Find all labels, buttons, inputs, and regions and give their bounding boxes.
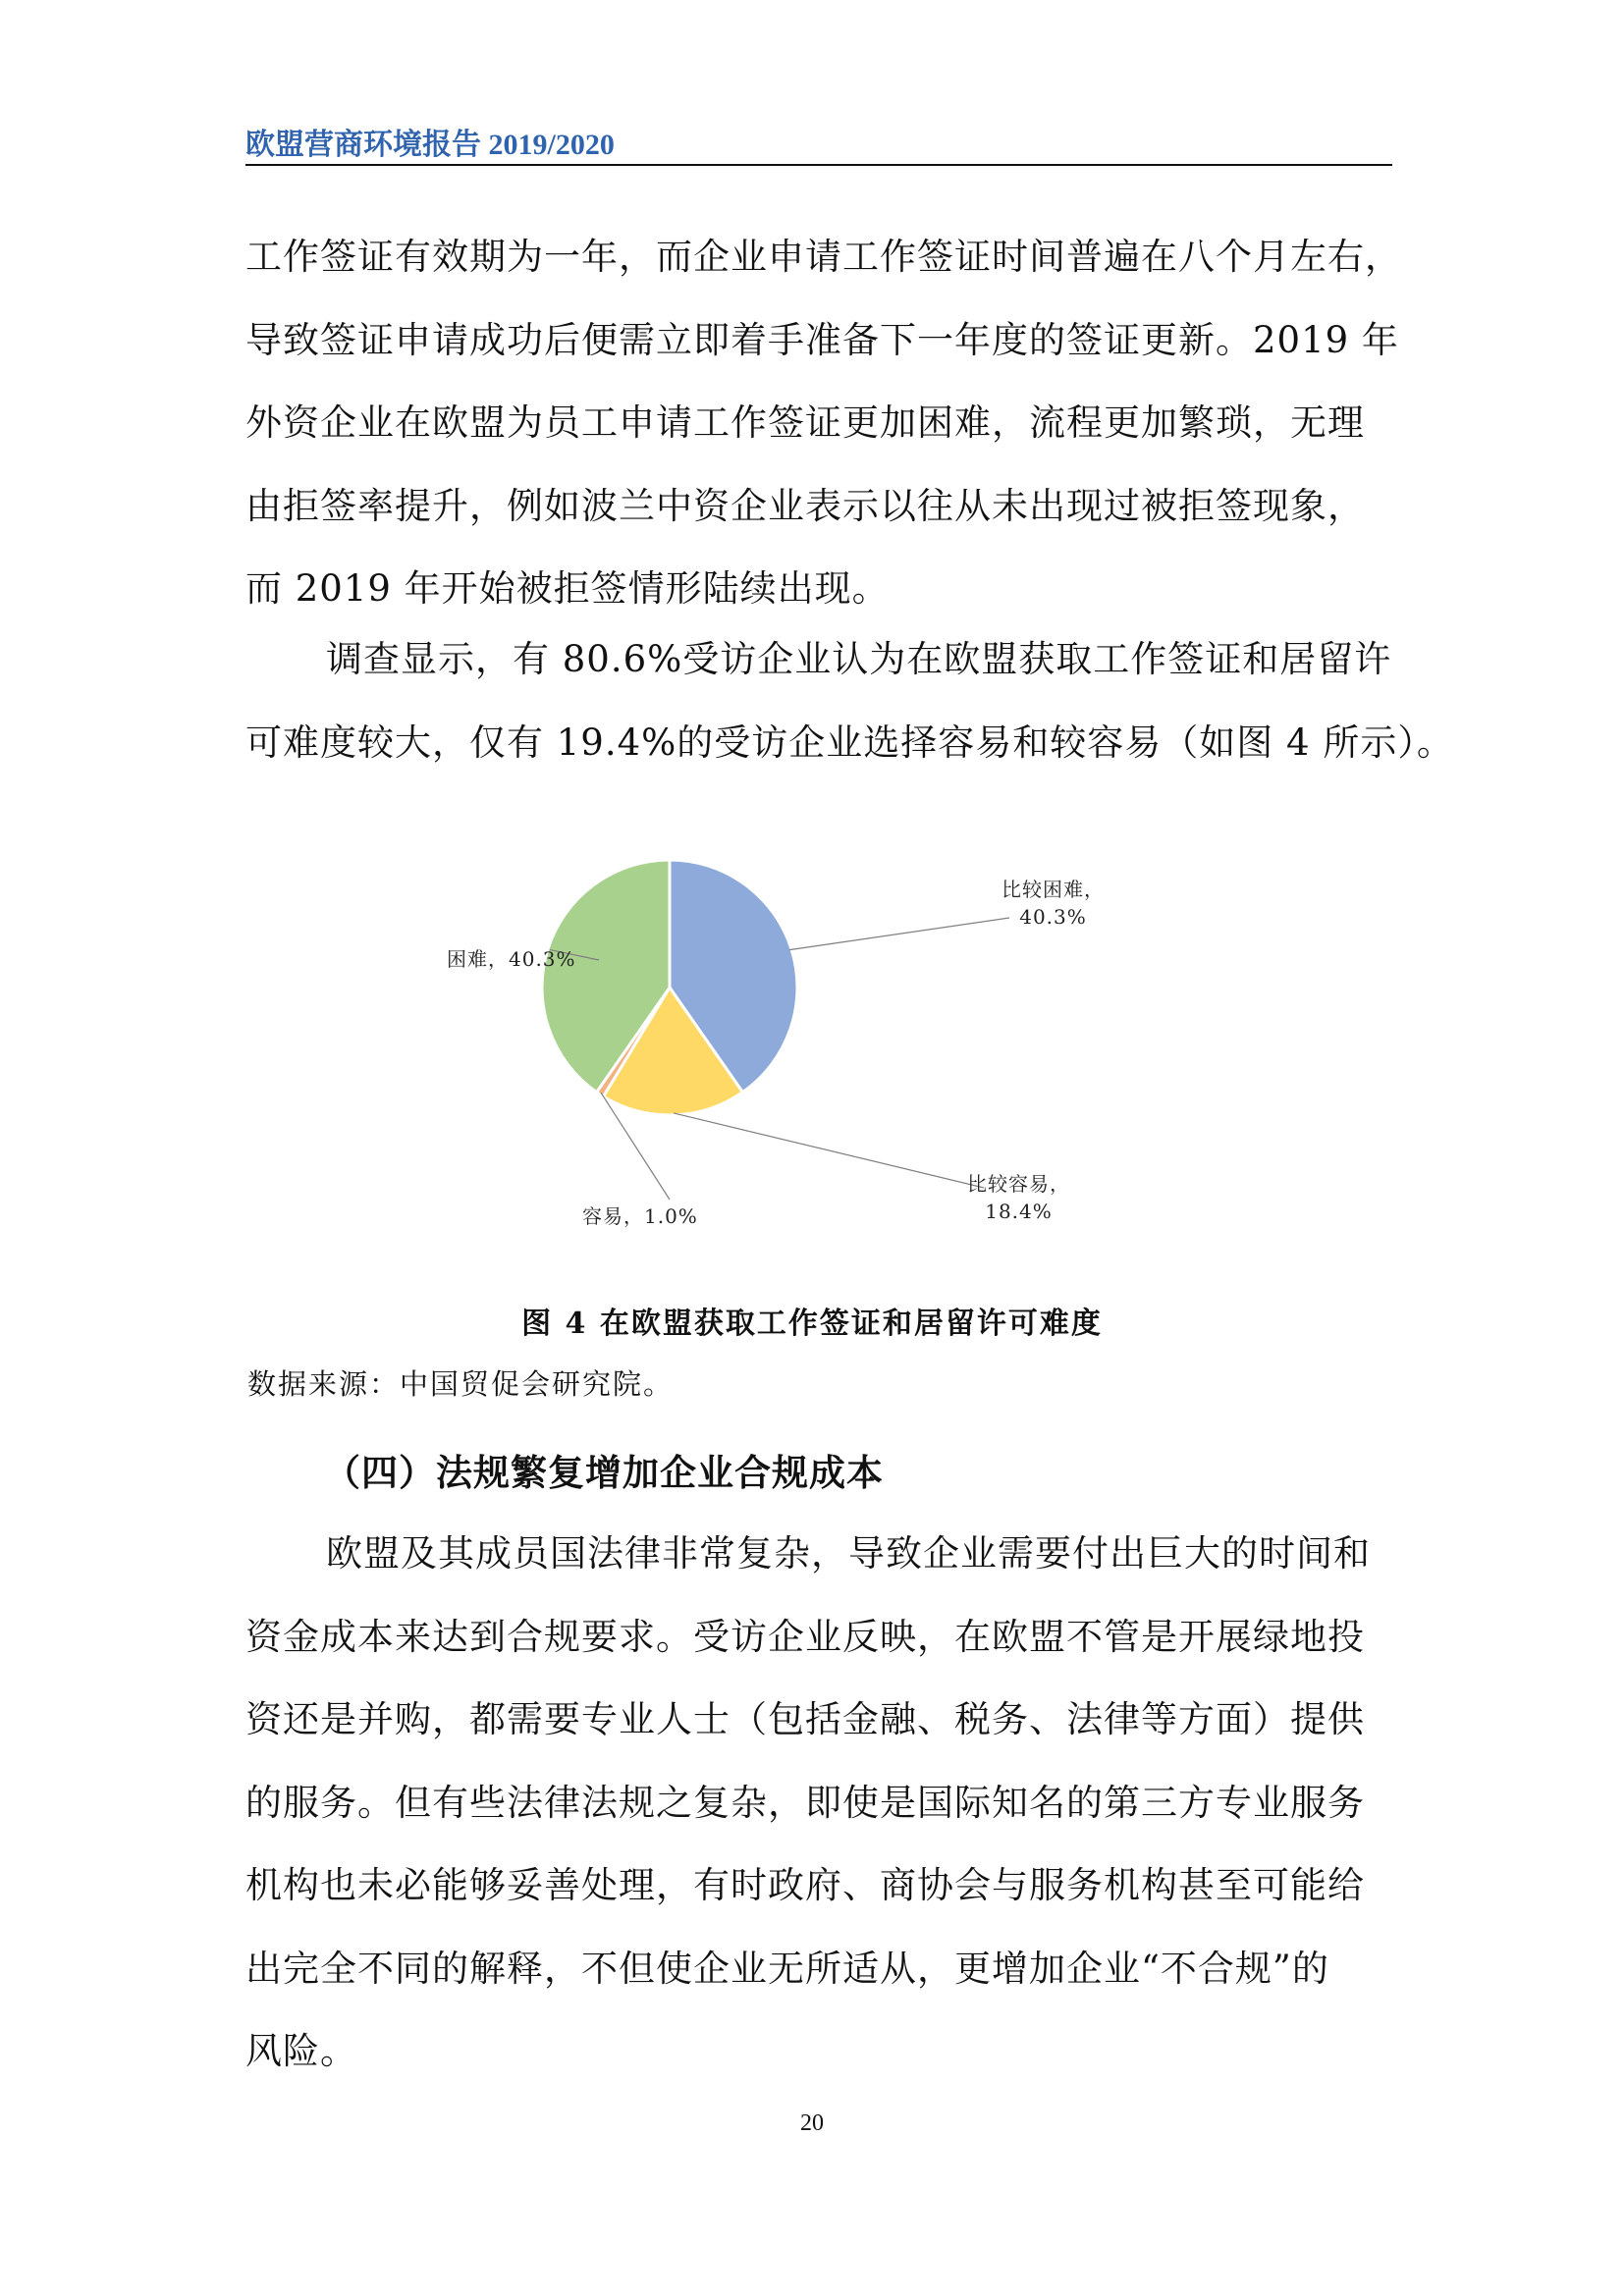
figure-source-note: 数据来源：中国贸促会研究院。	[247, 1367, 675, 1401]
paragraph-line: 由拒签率提升，例如波兰中资企业表示以往从未出现过被拒签现象，	[245, 484, 1365, 527]
leader-line-somewhat-easy	[674, 1113, 984, 1188]
label-slice-name: 容易，1.0%	[582, 1204, 698, 1228]
paragraph-line: 的服务。但有些法律法规之复杂，即使是国际知名的第三方专业服务	[245, 1781, 1365, 1824]
label-slice-name: 比较困难，	[1001, 878, 1105, 901]
paragraph-line: 工作签证有效期为一年，而企业申请工作签证时间普遍在八个月左右，	[245, 236, 1402, 278]
paragraph-line: 导致签证申请成功后便需立即着手准备下一年度的签证更新。2019 年	[245, 318, 1399, 361]
label-slice-easy-somewhat	[967, 1170, 1070, 1225]
paragraph-line: 欧盟及其成员国法律非常复杂，导致企业需要付出巨大的时间和	[326, 1532, 1371, 1575]
paragraph-line: 出完全不同的解释，不但使企业无所适从，更增加企业“不合规”的	[245, 1947, 1329, 1990]
label-slice-name: 困难，40.3%	[447, 947, 576, 971]
paragraph-line: 调查显示，有 80.6%受访企业认为在欧盟获取工作签证和居留许	[326, 638, 1392, 680]
label-slice-difficult	[447, 945, 576, 973]
page-number: 20	[800, 2110, 824, 2136]
pie-chart	[412, 815, 1178, 1256]
paragraph-line: 机构也未必能够妥善处理，有时政府、商协会与服务机构甚至可能给	[245, 1864, 1365, 1906]
paragraph-survey-result	[245, 618, 1454, 784]
paragraph-line: 可难度较大，仅有 19.4%的受访企业选择容易和较容易（如图 4 所示）。	[245, 721, 1454, 764]
paragraph-line: 风险。	[245, 2030, 357, 2072]
paragraph-line: 外资企业在欧盟为员工申请工作签证更加困难，流程更加繁琐，无理	[245, 401, 1365, 444]
paragraph-line: 资金成本来达到合规要求。受访企业反映，在欧盟不管是开展绿地投	[245, 1615, 1365, 1658]
paragraph-visa-validity	[245, 216, 1402, 631]
label-slice-easy	[582, 1202, 698, 1230]
label-slice-difficult-somewhat	[1001, 876, 1105, 931]
paragraph-compliance-cost	[245, 1513, 1392, 2094]
label-slice-name: 比较容易，	[967, 1172, 1070, 1196]
label-slice-value: 40.3%	[1019, 905, 1087, 929]
header-divider	[245, 164, 1392, 166]
figure-caption: 图 4 在欧盟获取工作签证和居留许可难度	[521, 1307, 1103, 1341]
paragraph-line: 而 2019 年开始被拒签情形陆续出现。	[245, 567, 890, 610]
paragraph-line: 资还是并购，都需要专业人士（包括金融、税务、法律等方面）提供	[245, 1698, 1365, 1740]
leader-line-somewhat-difficult	[789, 918, 1009, 950]
label-slice-value: 18.4%	[985, 1200, 1053, 1223]
section-heading: （四）法规繁复增加企业合规成本	[324, 1451, 884, 1494]
report-header-title: 欧盟营商环境报告 2019/2020	[245, 129, 615, 161]
